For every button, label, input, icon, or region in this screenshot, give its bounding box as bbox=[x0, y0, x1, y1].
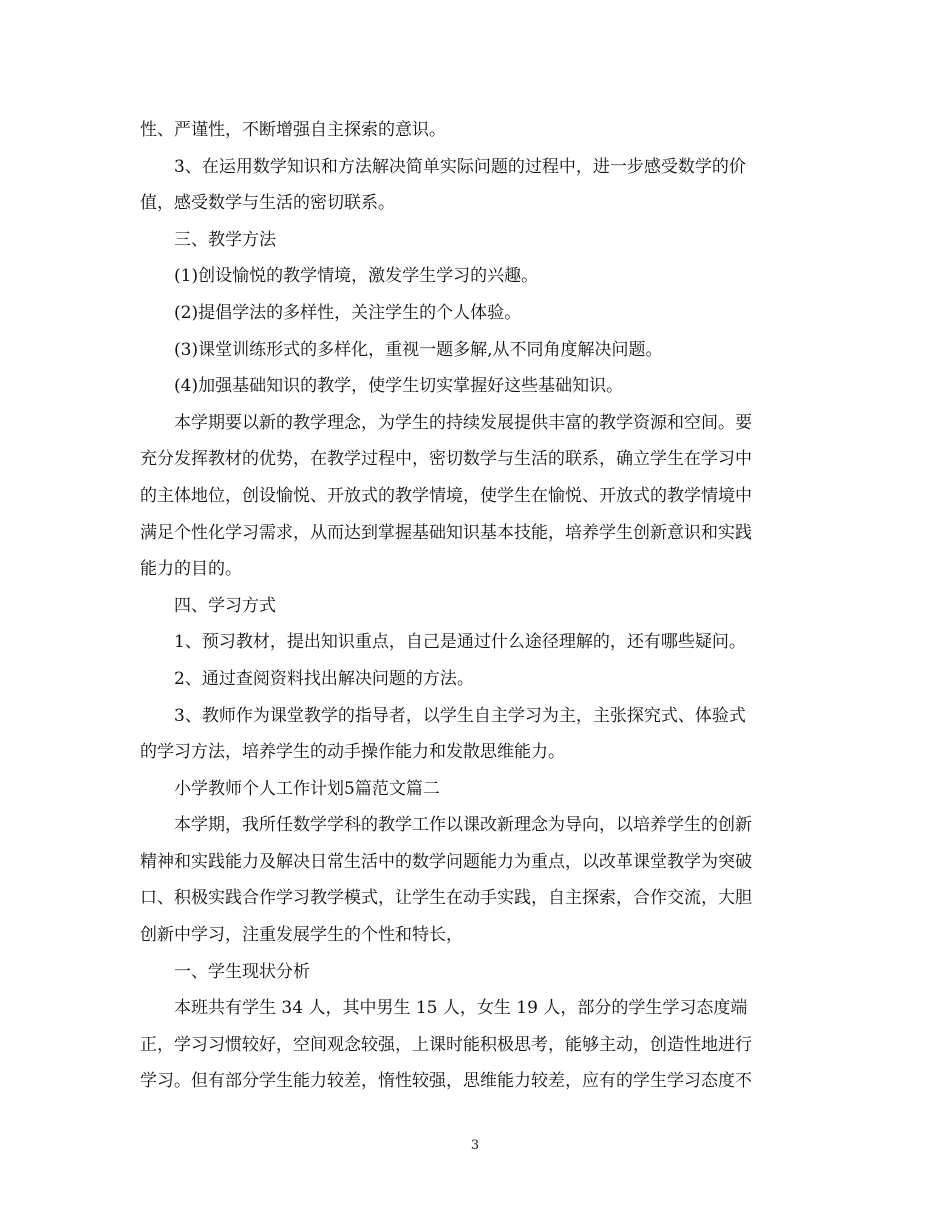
text-line: (4)加强基础知识的教学，使学生切实掌握好这些基础知识。 bbox=[174, 376, 624, 397]
text-line: 创新中学习，注重发展学生的个性和特长， bbox=[140, 925, 463, 946]
text-line: (2)提倡学法的多样性，关注学生的个人体验。 bbox=[174, 302, 522, 323]
body-text bbox=[140, 112, 820, 1100]
text-line: (1)创设愉悦的教学情境，激发学生学习的兴趣。 bbox=[174, 266, 539, 287]
text-line: 的学习方法，培养学生的动手操作能力和发散思维能力。 bbox=[140, 742, 565, 763]
text-line: 学习。但有部分学生能力较差，惰性较强，思维能力较差，应有的学生学习态度不 bbox=[140, 1071, 752, 1092]
text-line: 2、通过查阅资料找出解决问题的方法。 bbox=[174, 668, 474, 689]
text-line: 3、在运用数学知识和方法解决简单实际问题的过程中，进一步感受数学的价 bbox=[174, 156, 746, 177]
text-line: 满足个性化学习需求，从而达到掌握基础知识基本技能，培养学生创新意识和实践 bbox=[140, 522, 752, 543]
text-line: 3、教师作为课堂教学的指导者，以学生自主学习为主，主张探究式、体验式 bbox=[174, 705, 746, 726]
text-line: 值，感受数学与生活的密切联系。 bbox=[140, 193, 395, 214]
text-line: 精神和实践能力及解决日常生活中的数学问题能力为重点，以改革课堂教学为突破 bbox=[140, 851, 752, 872]
text-line: 本班共有学生 34 人，其中男生 15 人，女生 19 人，部分的学生学习态度端 bbox=[174, 998, 748, 1019]
text-line: 四、学习方式 bbox=[174, 595, 276, 616]
text-line: 本学期，我所任数学学科的教学工作以课改新理念为导向，以培养学生的创新 bbox=[174, 815, 752, 836]
text-line: 1、预习教材，提出知识重点，自己是通过什么途径理解的，还有哪些疑问。 bbox=[174, 632, 746, 653]
text-line: (3)课堂训练形式的多样化，重视一题多解,从不同角度解决问题。 bbox=[174, 339, 663, 360]
text-line: 能力的目的。 bbox=[140, 559, 242, 580]
text-line: 正，学习习惯较好，空间观念较强，上课时能积极思考，能够主动，创造性地进行 bbox=[140, 1034, 752, 1055]
page-number: 3 bbox=[470, 1138, 480, 1153]
text-line: 的主体地位，创设愉悦、开放式的教学情境，使学生在愉悦、开放式的教学情境中 bbox=[140, 485, 752, 506]
text-line: 一、学生现状分析 bbox=[174, 961, 310, 982]
text-line: 三、教学方法 bbox=[174, 229, 276, 250]
text-line: 本学期要以新的教学理念，为学生的持续发展提供丰富的教学资源和空间。要 bbox=[174, 412, 752, 433]
text-line: 充分发挥教材的优势，在教学过程中，密切数学与生活的联系，确立学生在学习中 bbox=[140, 449, 752, 470]
text-line: 性、严谨性，不断增强自主探索的意识。 bbox=[140, 120, 446, 140]
text-line: 小学教师个人工作计划5篇范文篇二 bbox=[174, 778, 440, 799]
text-line: 口、积极实践合作学习教学模式，让学生在动手实践，自主探索，合作交流，大胆 bbox=[140, 888, 752, 909]
